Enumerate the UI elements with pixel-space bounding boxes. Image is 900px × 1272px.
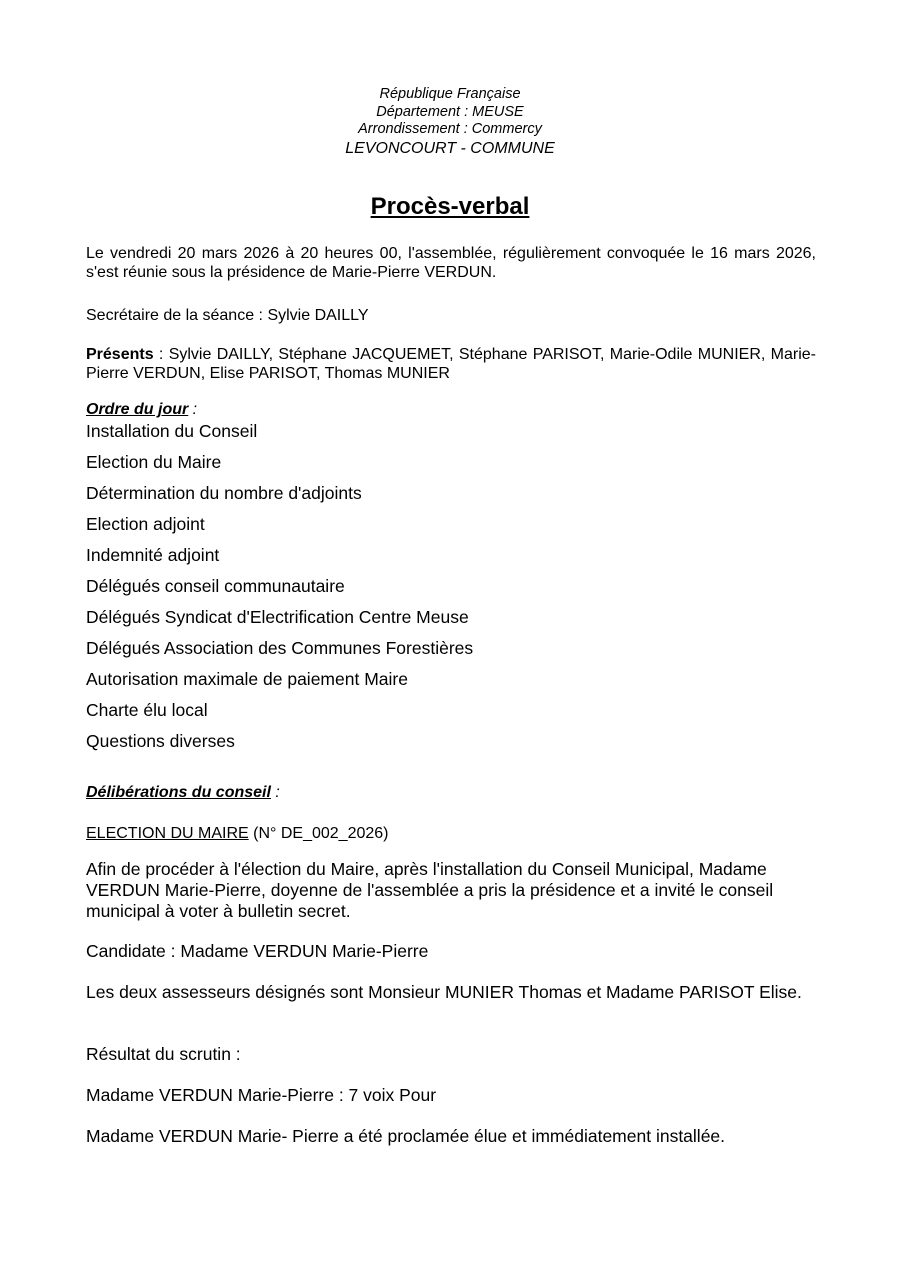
agenda-heading-label: Ordre du jour <box>86 401 189 418</box>
agenda-heading-suffix: : <box>188 401 198 418</box>
result-heading: Résultat du scrutin : <box>86 1044 241 1064</box>
deliberations-heading-suffix: : <box>270 784 280 801</box>
secretary-line: Secrétaire de la séance : Sylvie DAILLY <box>86 307 369 324</box>
vote-result: Madame VERDUN Marie-Pierre : 7 voix Pour <box>86 1085 437 1105</box>
deliberations-heading <box>86 783 816 802</box>
deliberation-paragraph: Afin de procéder à l'élection du Maire, après l'installation du Conseil Municipal, Madame VERDUN Marie-Pierre, doyenne de l'assemblée a pris la présidence et a invité le conseil municipal à voter à bulletin secret. <box>86 859 774 921</box>
presents-paragraph <box>86 345 816 383</box>
agenda-list <box>86 421 816 762</box>
agenda-item: Election du Maire <box>86 452 222 472</box>
agenda-item: Autorisation maximale de paiement Maire <box>86 669 408 689</box>
agenda-item: Détermination du nombre d'adjoints <box>86 483 362 503</box>
document-header <box>0 86 900 158</box>
header-country: République Française <box>379 86 521 102</box>
deliberation-title <box>86 824 816 843</box>
presents-label: Présents <box>86 346 154 363</box>
agenda-item: Indemnité adjoint <box>86 545 220 565</box>
header-commune: LEVONCOURT - COMMUNE <box>345 139 555 157</box>
agenda-heading <box>86 400 816 419</box>
agenda-item: Installation du Conseil <box>86 421 258 441</box>
document-title: Procès-verbal <box>370 193 530 220</box>
agenda-item: Election adjoint <box>86 514 205 534</box>
candidate-line: Candidate : Madame VERDUN Marie-Pierre <box>86 941 429 961</box>
agenda-item: Délégués conseil communautaire <box>86 576 345 596</box>
header-department: Département : MEUSE <box>376 103 524 120</box>
proclamation-line: Madame VERDUN Marie- Pierre a été proclamée élue et immédiatement installée. <box>86 1126 726 1146</box>
agenda-item: Délégués Association des Communes Forestières <box>86 638 474 658</box>
assessors-paragraph: Les deux assesseurs désignés sont Monsieur MUNIER Thomas et Madame PARISOT Elise. <box>86 982 802 1002</box>
agenda-item: Charte élu local <box>86 700 208 720</box>
deliberation-reference: (N° DE_002_2026) <box>248 825 389 842</box>
intro-paragraph: Le vendredi 20 mars 2026 à 20 heures 00, l'assemblée, régulièrement convoquée le 16 mars 2026, s'est réunie sous la présidence de Marie-Pierre VERDUN. <box>86 245 816 281</box>
deliberations-heading-label: Délibérations du conseil <box>86 784 271 801</box>
deliberation-title-label: ELECTION DU MAIRE <box>86 825 249 842</box>
header-arrondissement: Arrondissement : Commercy <box>358 121 542 137</box>
agenda-item: Questions diverses <box>86 731 235 751</box>
agenda-item: Délégués Syndicat d'Electrification Centre Meuse <box>86 607 469 627</box>
presents-list: : Sylvie DAILLY, Stéphane JACQUEMET, Stéphane PARISOT, Marie-Odile MUNIER, Marie-Pierre VERDUN, Elise PARISOT, Thomas MUNIER <box>86 346 816 382</box>
